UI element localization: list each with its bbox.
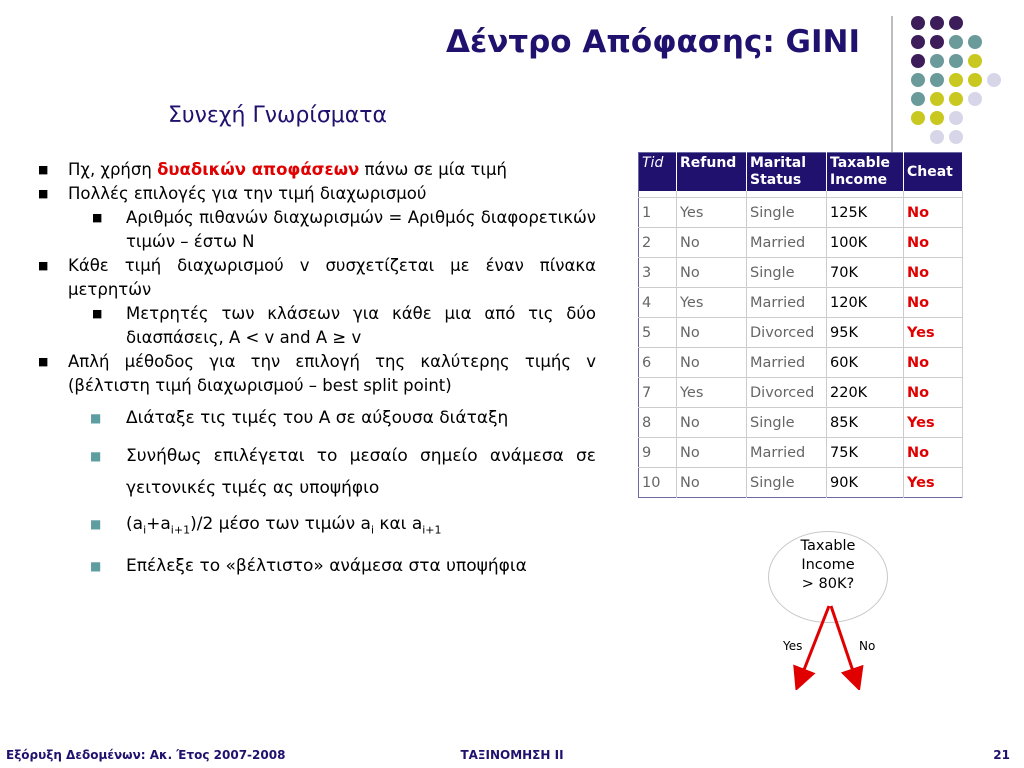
sub-bullet-item (34, 206, 596, 254)
decorative-dot (930, 111, 944, 125)
square-bullet-icon: ■ (92, 307, 103, 320)
cell-refund: No (677, 318, 747, 348)
header-line: Income (830, 172, 888, 188)
formula-part: (a (126, 514, 144, 534)
cell-tid: 1 (639, 198, 677, 228)
slide-subtitle: Συνεχή Γνωρίσματα (168, 103, 388, 128)
decorative-dot (911, 35, 925, 49)
decorative-dot (930, 35, 944, 49)
cell-refund: Yes (677, 198, 747, 228)
table-row (639, 288, 963, 318)
node-label: Income (801, 557, 855, 573)
formula-part: )/2 μέσο των τιμών a (190, 514, 371, 534)
cell-taxable-income: 70K (827, 258, 904, 288)
no-branch-arrow (831, 606, 856, 680)
bullet-text: Μετρητές των κλάσεων για κάθε μια από τις δύο διασπάσεις, A < v and A (126, 304, 596, 347)
cell-taxable-income: 60K (827, 348, 904, 378)
cell-marital-status: Single (747, 468, 827, 498)
decorative-dot (930, 16, 944, 30)
formula-part: +a (146, 514, 171, 534)
cell-tid: 5 (639, 318, 677, 348)
node-label: > 80K? (801, 576, 855, 592)
square-bullet-icon: ■ (90, 517, 102, 531)
cell-refund: No (677, 468, 747, 498)
decorative-dot (968, 54, 982, 68)
bullet-text: Απλή μέθοδος για την επιλογή της καλύτερης τιμής v (βέλτιστη τιμή διαχωρισμού – best split point) (68, 352, 596, 395)
cell-marital-status: Married (747, 348, 827, 378)
cell-refund: No (677, 438, 747, 468)
header-line: Taxable (830, 155, 890, 171)
column-header-marital-status (747, 153, 827, 192)
decorative-dot (911, 54, 925, 68)
cell-cheat: No (904, 348, 963, 378)
cell-cheat: Yes (904, 318, 963, 348)
sub-bullet-item (34, 402, 596, 434)
cell-tid: 7 (639, 378, 677, 408)
page-number: 21 (993, 748, 1010, 762)
bullet-text: Κάθε τιμή διαχωρισμού v συσχετίζεται με έναν πίνακα μετρητών (68, 256, 596, 299)
decorative-dot (987, 73, 1001, 87)
cell-tid: 2 (639, 228, 677, 258)
sub-bullet-item (34, 508, 596, 546)
slide-title: Δέντρο Απόφασης: GINI (445, 24, 860, 60)
bullet-text: Αριθμός πιθανών διαχωρισμών = Αριθμός διαφορετικών τιμών – έστω N (126, 208, 596, 251)
decorative-dot (949, 92, 963, 106)
table-row (639, 408, 963, 438)
sub-bullet-item (34, 440, 596, 504)
bullet-list (34, 158, 596, 582)
table-row (639, 468, 963, 498)
cell-marital-status: Married (747, 288, 827, 318)
cell-marital-status: Married (747, 438, 827, 468)
bullet-text: Συνήθως επιλέγεται το μεσαίο σημείο ανάμεσα σε γειτονικές τιμές ας υποψήφιο (126, 446, 596, 498)
cell-tid: 6 (639, 348, 677, 378)
formula-subscript: i+1 (422, 523, 442, 537)
column-header-taxable-income (827, 153, 904, 192)
cell-cheat: Yes (904, 468, 963, 498)
decorative-dot (949, 130, 963, 144)
cell-marital-status: Divorced (747, 318, 827, 348)
cell-tid: 9 (639, 438, 677, 468)
square-bullet-icon: ■ (38, 259, 49, 272)
cell-marital-status: Single (747, 408, 827, 438)
greater-equal-symbol: ≥ (332, 328, 347, 347)
cell-cheat: No (904, 198, 963, 228)
cell-refund: No (677, 258, 747, 288)
cell-tid: 3 (639, 258, 677, 288)
cell-cheat: No (904, 378, 963, 408)
highlight-text: δυαδικών αποφάσεων (157, 160, 360, 179)
cell-refund: No (677, 408, 747, 438)
cell-refund: Yes (677, 378, 747, 408)
decorative-dot (949, 16, 963, 30)
column-header-refund: Refund (677, 153, 747, 192)
bullet-item (34, 182, 596, 206)
data-table (638, 152, 963, 498)
square-bullet-icon: ■ (92, 211, 103, 224)
bullet-text: Πχ, χρήση (68, 160, 152, 179)
decorative-dot (949, 54, 963, 68)
cell-tid: 10 (639, 468, 677, 498)
cell-taxable-income: 85K (827, 408, 904, 438)
decorative-dot (911, 16, 925, 30)
cell-refund: No (677, 348, 747, 378)
bullet-text: v (351, 328, 362, 347)
cell-taxable-income: 95K (827, 318, 904, 348)
decorative-dot (968, 73, 982, 87)
bullet-item (34, 254, 596, 302)
cell-marital-status: Single (747, 258, 827, 288)
table-row (639, 348, 963, 378)
cell-cheat: No (904, 228, 963, 258)
cell-marital-status: Married (747, 228, 827, 258)
bullet-item (34, 350, 596, 398)
cell-cheat: No (904, 438, 963, 468)
decorative-dot (968, 35, 982, 49)
cell-taxable-income: 120K (827, 288, 904, 318)
table-row (639, 438, 963, 468)
decorative-dot (968, 92, 982, 106)
cell-tid: 8 (639, 408, 677, 438)
header-line: Status (750, 172, 802, 188)
cell-taxable-income: 75K (827, 438, 904, 468)
formula-part: και a (374, 514, 423, 534)
table-row (639, 378, 963, 408)
table-body (639, 191, 963, 498)
cell-refund: Yes (677, 288, 747, 318)
sub-bullet-item (34, 550, 596, 582)
decorative-dot (930, 130, 944, 144)
decorative-dot (930, 73, 944, 87)
formula-subscript: i (143, 523, 147, 537)
sub-bullet-item (34, 302, 596, 350)
column-header-tid: Tid (639, 153, 677, 192)
table-row (639, 228, 963, 258)
header-line: Marital (750, 155, 807, 171)
decorative-dot (930, 54, 944, 68)
cell-cheat: No (904, 288, 963, 318)
square-bullet-icon: ■ (38, 355, 49, 368)
decorative-dot (949, 111, 963, 125)
bullet-text: Διάταξε τις τιμές του A σε αύξουσα διάταξη (126, 408, 509, 428)
footer-center: ΤΑΞΙΝΟΜΗΣΗ II (460, 748, 564, 762)
branch-label-yes: Yes (783, 639, 803, 653)
yes-branch-arrow (800, 606, 829, 680)
square-bullet-icon: ■ (90, 411, 102, 425)
formula-subscript: i (370, 523, 375, 537)
footer-left: Εξόρυξη Δεδομένων: Ακ. Έτος 2007-2008 (6, 748, 286, 762)
cell-cheat: Yes (904, 408, 963, 438)
bullet-text: Επέλεξε το «βέλτιστο» ανάμεσα στα υποψήφια (126, 556, 527, 577)
decorative-dot (911, 73, 925, 87)
node-label: Taxable (800, 538, 856, 554)
decorative-dot (949, 35, 963, 49)
decorative-dot (911, 111, 925, 125)
square-bullet-icon: ■ (38, 187, 49, 200)
cell-taxable-income: 125K (827, 198, 904, 228)
decorative-dot (930, 92, 944, 106)
square-bullet-icon: ■ (90, 559, 102, 574)
bullet-text: πάνω σε μία τιμή (364, 160, 507, 179)
table-row (639, 258, 963, 288)
table-row (639, 198, 963, 228)
square-bullet-icon: ■ (38, 163, 49, 176)
formula-subscript: i+1 (170, 523, 191, 537)
decorative-dot (911, 92, 925, 106)
cell-taxable-income: 100K (827, 228, 904, 258)
branch-label-no: No (859, 639, 876, 653)
cell-refund: No (677, 228, 747, 258)
cell-marital-status: Single (747, 198, 827, 228)
table-row (639, 318, 963, 348)
decorative-dot (949, 73, 963, 87)
cell-tid: 4 (639, 288, 677, 318)
cell-taxable-income: 90K (827, 468, 904, 498)
cell-taxable-income: 220K (827, 378, 904, 408)
bullet-item (34, 158, 596, 182)
cell-marital-status: Divorced (747, 378, 827, 408)
square-bullet-icon: ■ (90, 449, 102, 463)
column-header-cheat: Cheat (904, 153, 963, 192)
bullet-text: Πολλές επιλογές για την τιμή διαχωρισμού (68, 184, 427, 203)
cell-cheat: No (904, 258, 963, 288)
